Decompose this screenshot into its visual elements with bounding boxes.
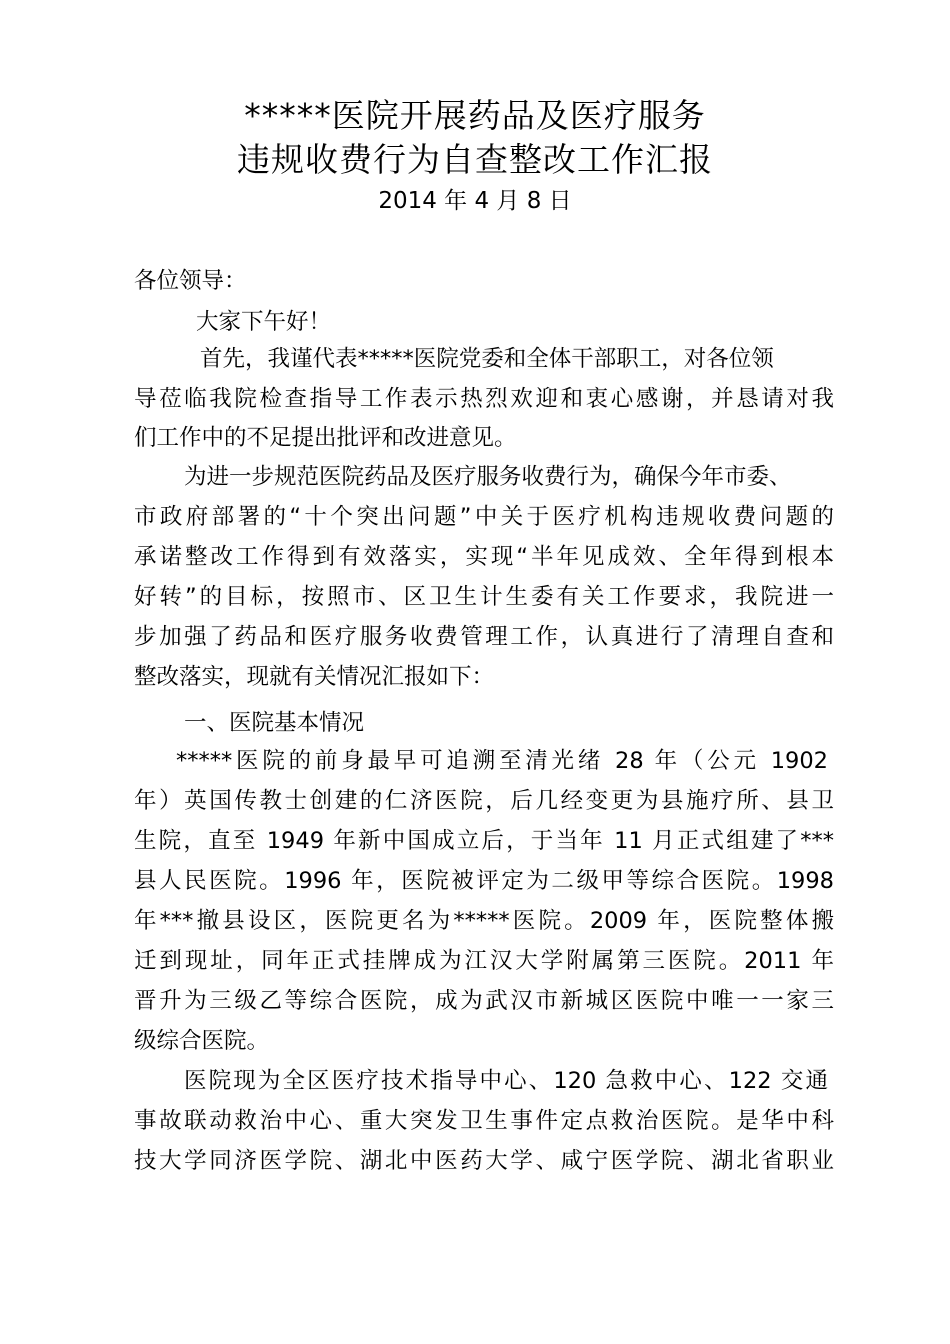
paragraph-3-line-5: 年***撤县设区，医院更名为*****医院。2009 年，医院整体搬 [134,908,834,934]
paragraph-3-line-7: 晋升为三级乙等综合医院，成为武汉市新城区医院中唯一一家三 [134,988,834,1014]
paragraph-2-line-2: 市政府部署的“十个突出问题”中关于医疗机构违规收费问题的 [134,504,834,530]
paragraph-3-line-1: *****医院的前身最早可追溯至清光绪 28 年（公元 1902 [176,748,828,774]
greeting: 大家下午好！ [196,309,332,335]
paragraph-3-line-3: 生院，直至 1949 年新中国成立后，于当年 11 月正式组建了*** [134,828,834,854]
paragraph-1-line-3: 们工作中的不足提出批评和改进意见。 [134,425,517,451]
document-title-line-1: *****医院开展药品及医疗服务 [244,96,706,135]
paragraph-3-line-8: 级综合医院。 [134,1028,270,1054]
paragraph-1-line-2: 导莅临我院检查指导工作表示热烈欢迎和衷心感谢，并恳请对我 [134,386,834,412]
salutation: 各位领导： [134,268,247,294]
paragraph-1-line-1: 首先，我谨代表*****医院党委和全体干部职工，对各位领 [200,346,774,372]
paragraph-2-line-4: 好转”的目标，按照市、区卫生计生委有关工作要求，我院进一 [134,584,834,610]
paragraph-3-line-4: 县人民医院。1996 年，医院被评定为二级甲等综合医院。1998 [134,868,834,894]
document-title-line-2: 违规收费行为自查整改工作汇报 [237,140,713,179]
paragraph-4-line-1: 医院现为全区医疗技术指导中心、120 急救中心、122 交通 [184,1068,828,1094]
paragraph-4-line-2: 事故联动救治中心、重大突发卫生事件定点救治医院。是华中科 [134,1108,834,1134]
paragraph-3-line-2: 年）英国传教士创建的仁济医院，后几经变更为县施疗所、县卫 [134,788,834,814]
paragraph-2-line-6: 整改落实，现就有关情况汇报如下： [134,664,495,690]
document-date: 2014 年 4 月 8 日 [378,188,572,214]
paragraph-4-line-3: 技大学同济医学院、湖北中医药大学、咸宁医学院、湖北省职业 [134,1148,834,1174]
paragraph-2-line-3: 承诺整改工作得到有效落实，实现“半年见成效、全年得到根本 [134,544,834,570]
paragraph-2-line-1: 为进一步规范医院药品及医疗服务收费行为，确保今年市委、 [184,464,792,490]
paragraph-2-line-5: 步加强了药品和医疗服务收费管理工作，认真进行了清理自查和 [134,624,834,650]
paragraph-3-line-6: 迁到现址，同年正式挂牌成为江汉大学附属第三医院。2011 年 [134,948,834,974]
section-1-heading: 一、医院基本情况 [184,710,365,736]
